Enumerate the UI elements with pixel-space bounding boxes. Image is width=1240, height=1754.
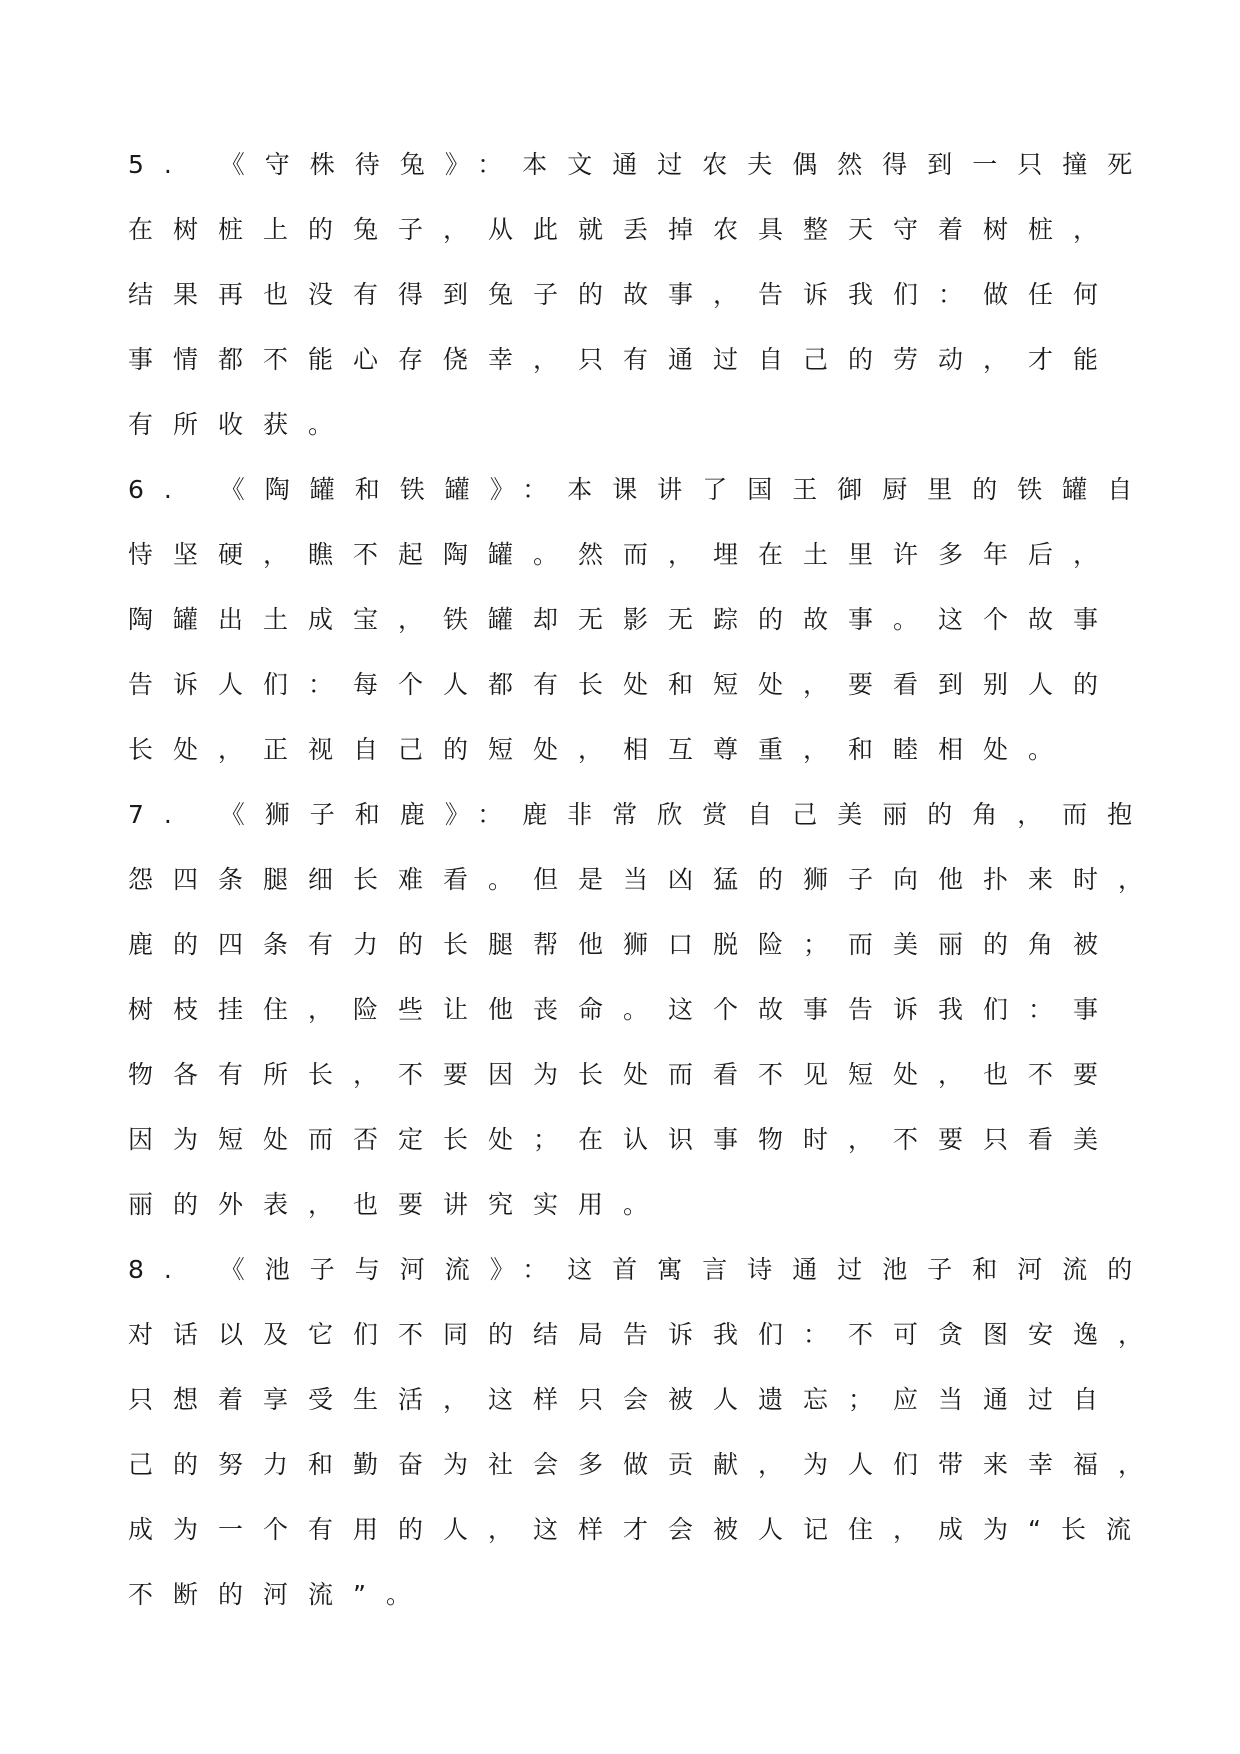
text-line: 己的努力和勤奋为社会多做贡献，为人们带来幸福，: [128, 1450, 1164, 1479]
text-line: 丽的外表，也要讲究实用。: [128, 1190, 669, 1219]
text-line: 长处，正视自己的短处，相互尊重，和睦相处。: [128, 735, 1074, 764]
text-line: 8. 《池子与河流》：这首寓言诗通过池子和河流的: [128, 1255, 1153, 1284]
text-line: 怨四条腿细长难看。但是当凶猛的狮子向他扑来时，: [128, 865, 1164, 894]
text-line: 5. 《守株待兔》：本文通过农夫偶然得到一只撞死: [128, 150, 1153, 179]
body-text: [128, 132, 1164, 1627]
text-line: 在树桩上的兔子，从此就丢掉农具整天守着树桩，: [128, 215, 1119, 244]
text-line: 因为短处而否定长处；在认识事物时，不要只看美: [128, 1125, 1119, 1154]
text-line: 事情都不能心存侥幸，只有通过自己的劳动，才能: [128, 345, 1119, 374]
text-line: 成为一个有用的人，这样才会被人记住，成为“长流: [128, 1515, 1151, 1544]
text-line: 7. 《狮子和鹿》：鹿非常欣赏自己美丽的角，而抱: [128, 800, 1153, 829]
text-line: 陶罐出土成宝，铁罐却无影无踪的故事。这个故事: [128, 605, 1119, 634]
text-line: 告诉人们：每个人都有长处和短处，要看到别人的: [128, 670, 1119, 699]
text-line: 对话以及它们不同的结局告诉我们：不可贪图安逸，: [128, 1320, 1164, 1349]
text-line: 鹿的四条有力的长腿帮他狮口脱险；而美丽的角被: [128, 930, 1119, 959]
text-line: 结果再也没有得到兔子的故事，告诉我们：做任何: [128, 280, 1119, 309]
text-line: 有所收获。: [128, 410, 354, 439]
text-line: 恃坚硬，瞧不起陶罐。然而，埋在土里许多年后，: [128, 540, 1119, 569]
text-line: 树枝挂住，险些让他丧命。这个故事告诉我们：事: [128, 995, 1119, 1024]
text-line: 只想着享受生活，这样只会被人遗忘；应当通过自: [128, 1385, 1119, 1414]
text-line: 不断的河流”。: [128, 1580, 431, 1609]
text-line: 6. 《陶罐和铁罐》：本课讲了国王御厨里的铁罐自: [128, 475, 1153, 504]
text-line: 物各有所长，不要因为长处而看不见短处，也不要: [128, 1060, 1119, 1089]
